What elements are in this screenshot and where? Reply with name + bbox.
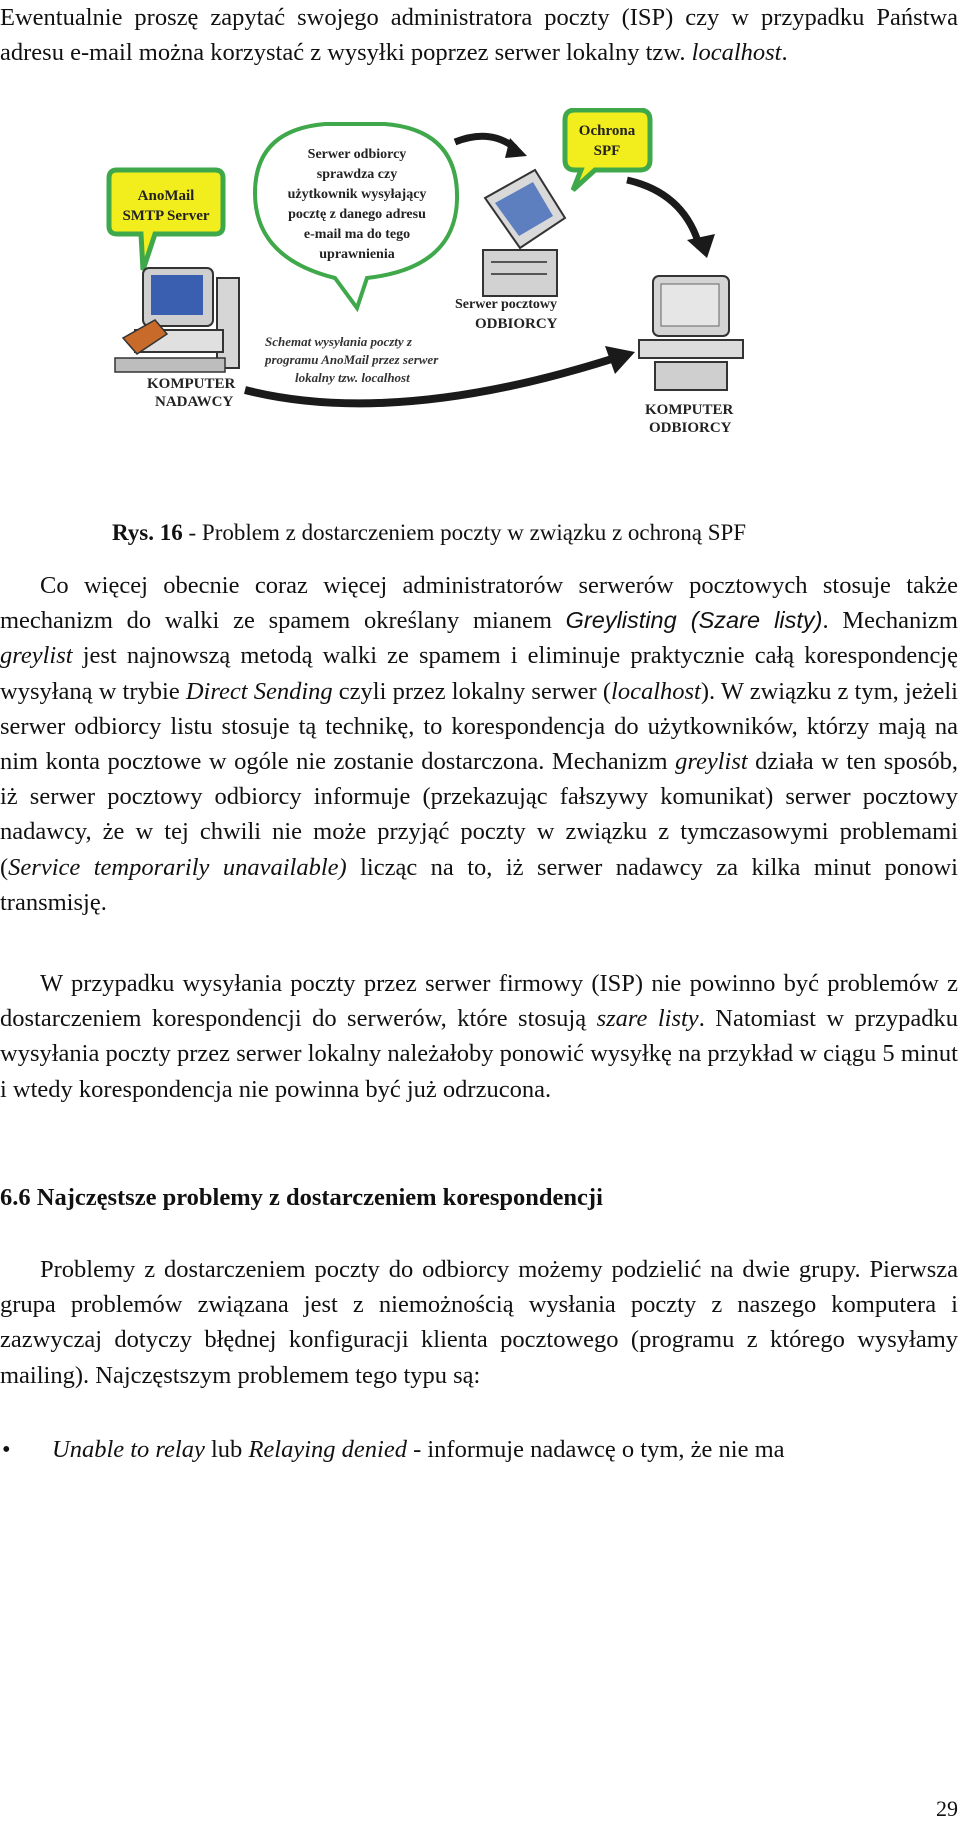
sender-label: NADAWCY	[155, 394, 234, 410]
arrow-to-server	[455, 136, 515, 148]
paragraph-text: . Mechanizm	[822, 607, 958, 635]
spf-bubble	[565, 110, 650, 190]
paragraph-greylisting	[0, 568, 958, 920]
paragraph-text: .	[781, 39, 788, 67]
sender-label: KOMPUTER	[147, 376, 236, 392]
paragraph-text: . Natomiast w przypadku wysyłania poczty przez serwer lokalny należałoby ponowić wysyłkę na przykład w ciągu 5 minut i wtedy korespondencja nie powinna być już odrzucona.	[0, 1005, 958, 1103]
paragraph-emphasis: localhost	[691, 39, 782, 67]
paragraph-problems	[0, 1252, 958, 1393]
bullet-plain: - informuje nadawcę o tym, że nie ma	[406, 1436, 785, 1463]
bullet-emphasis: Unable to relay	[52, 1436, 205, 1463]
paragraph-text: działa w ten sposób, iż serwer pocztowy odbiorcy informuje (przekazując fałszywy komunikat) serwer pocztowy nadawcy, że w tej chwili nie może przyjąć poczty w związku z tymczasowymi problemami (	[0, 748, 959, 881]
receiver-label: KOMPUTER	[645, 402, 734, 418]
center-bubble-line: Serwer odbiorcy	[307, 147, 407, 162]
paragraph-emphasis: Direct Sending	[185, 677, 333, 705]
paragraph-emphasis: greylist	[0, 642, 73, 670]
bullet-emphasis: Relaying denied	[248, 1436, 407, 1463]
section-heading: 6.6 Najczęstsze problemy z dostarczeniem korespondencji	[0, 1184, 603, 1211]
server-label: ODBIORCY	[475, 316, 558, 332]
paragraph-text: Problemy z dostarczeniem poczty do odbiorcy możemy podzielić na dwie grupy. Pierwsza grupa problemów związana jest z niemożnością wysłania poczty z naszego komputera i zazwyczaj dotyczy błędnej konfiguracji klienta pocztowego (programu z którego wysyłamy mailing). Najczęstszym problemem tego typu są:	[0, 1256, 958, 1389]
paragraph-text: Co więcej obecnie coraz więcej administratorów serwerów pocztowych stosuje także mechanizm do walki ze spamem określany mianem	[0, 572, 958, 635]
paragraph-text: licząc na to, iż serwer nadawcy za kilka minut ponowi transmisję.	[0, 853, 958, 916]
center-bubble-line: sprawdza czy	[316, 167, 398, 182]
arrow-to-receiver	[627, 180, 700, 248]
caption-text: - Problem z dostarczeniem poczty w związku z ochroną SPF	[182, 520, 747, 545]
receiver-label: ODBIORCY	[649, 420, 732, 436]
figure-caption	[112, 520, 746, 546]
paragraph-text: ). W związku z tym, jeżeli serwer odbiorcy listu stosuje tą technikę, to korespondencja do użytkowników, którzy mają na nim konta pocztowe w ogóle nie zostanie dostarczona. Mechanizm	[0, 677, 958, 776]
schema-label: lokalny tzw. localhost	[295, 370, 410, 385]
bullet-icon: •	[2, 1436, 11, 1463]
paragraph-text: W przypadku wysyłania poczty przez serwer firmowy (ISP) nie powinno być problemów z dostarczeniem korespondencji do serwerów, które stosują	[0, 970, 958, 1033]
page-number: 29	[936, 1796, 958, 1821]
anomail-bubble-line: AnoMail	[137, 188, 195, 204]
spf-bubble-line: Ochrona	[578, 123, 636, 139]
receiver-computer-icon	[639, 276, 743, 390]
center-bubble-line: e-mail ma do tego	[303, 227, 411, 242]
paragraph-localhost-info	[0, 0, 958, 70]
paragraph-isp	[0, 966, 958, 1107]
server-label: Serwer pocztowy	[455, 297, 557, 312]
paragraph-emphasis: Greylisting (Szare listy)	[565, 607, 823, 634]
bullet-plain: lub	[204, 1436, 249, 1463]
spf-diagram-figure	[95, 108, 875, 508]
center-bubble	[255, 124, 457, 308]
center-bubble-line: uprawnienia	[319, 247, 395, 262]
spf-bubble-line: SPF	[593, 143, 621, 159]
center-bubble-line: użytkownik wysyłający	[287, 187, 427, 202]
schema-label: Schemat wysyłania poczty z	[265, 334, 412, 349]
recipient-server-icon	[483, 170, 565, 296]
paragraph-emphasis: greylist	[675, 748, 748, 776]
center-bubble-line: pocztę z danego adresu	[288, 207, 426, 222]
paragraph-text: jest najnowszą metodą walki ze spamem i eliminuje praktycznie całą korespondencję wysyłaną w trybie	[0, 642, 958, 705]
anomail-bubble-line: SMTP Server	[122, 208, 210, 224]
paragraph-emphasis: Service temporarily unavailable)	[8, 853, 347, 881]
sender-computer-icon	[115, 268, 239, 372]
paragraph-emphasis: szare listy	[596, 1005, 699, 1033]
paragraph-text: czyli przez lokalny serwer (	[332, 677, 612, 705]
caption-label: Rys. 16	[112, 520, 183, 545]
bullet-text	[52, 1432, 785, 1467]
anomail-bubble	[109, 170, 223, 270]
paragraph-text: Ewentualnie proszę zapytać swojego administratora poczty (ISP) czy w przypadku Państwa adresu e-mail można korzystać z wysyłki poprzez serwer lokalny tzw.	[0, 4, 958, 67]
paragraph-emphasis: localhost	[611, 677, 701, 705]
schema-label: programu AnoMail przez serwer	[265, 352, 439, 367]
arrow-head-icon	[687, 234, 715, 258]
